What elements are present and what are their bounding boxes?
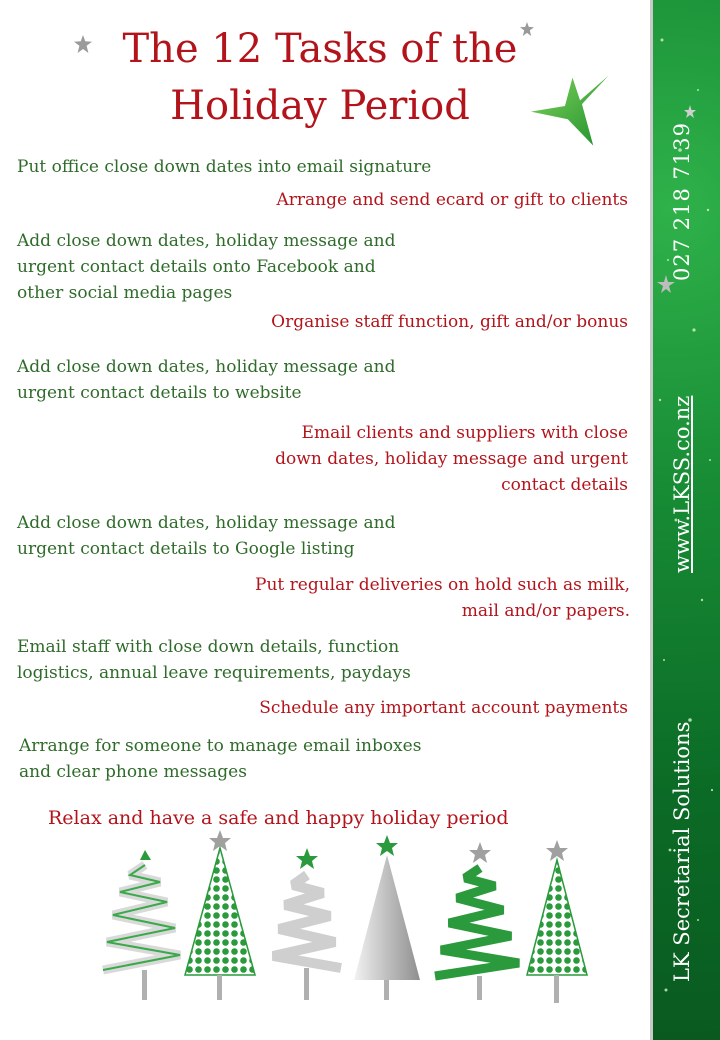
tree-icon [103,850,180,1000]
company-name: LK Secretarial Solutions [670,721,694,982]
tree-icon [185,830,255,1000]
task-item: Arrange for someone to manage email inboxes and clear phone messages [19,736,422,782]
website-link[interactable]: www.LKSS.co.nz [670,395,694,573]
task-item: Arrange and send ecard or gift to clients [276,190,628,210]
page-title-line1: The 12 Tasks of the [122,26,518,72]
task-item: Email clients and suppliers with close down dates, holiday message and urgent contact details [275,423,628,495]
task-item: Email staff with close down details, function logistics, annual leave requirements, paydays [17,637,411,683]
task-item: Add close down dates, holiday message and urgent contact details to Google listing [17,513,396,559]
closing-message: Relax and have a safe and happy holiday period [48,807,509,829]
tree-icon [527,840,587,1003]
page-title-line2: Holiday Period [170,83,470,129]
task-item: Put regular deliveries on hold such as milk, mail and/or papers. [255,575,630,621]
task-item: Add close down dates, holiday message and urgent contact details onto Facebook and other social media pages [17,231,396,303]
christmas-trees-illustration [95,830,615,1030]
task-item: Schedule any important account payments [259,698,628,718]
task-item: Organise staff function, gift and/or bonus [271,312,628,332]
tree-icon [435,842,519,1000]
tree-icon [273,848,341,1000]
task-item: Add close down dates, holiday message and urgent contact details to website [17,357,396,403]
task-item: Put office close down dates into email signature [17,157,432,177]
tree-icon [354,835,420,1000]
phone-number[interactable]: 027 218 7139 [670,122,694,281]
